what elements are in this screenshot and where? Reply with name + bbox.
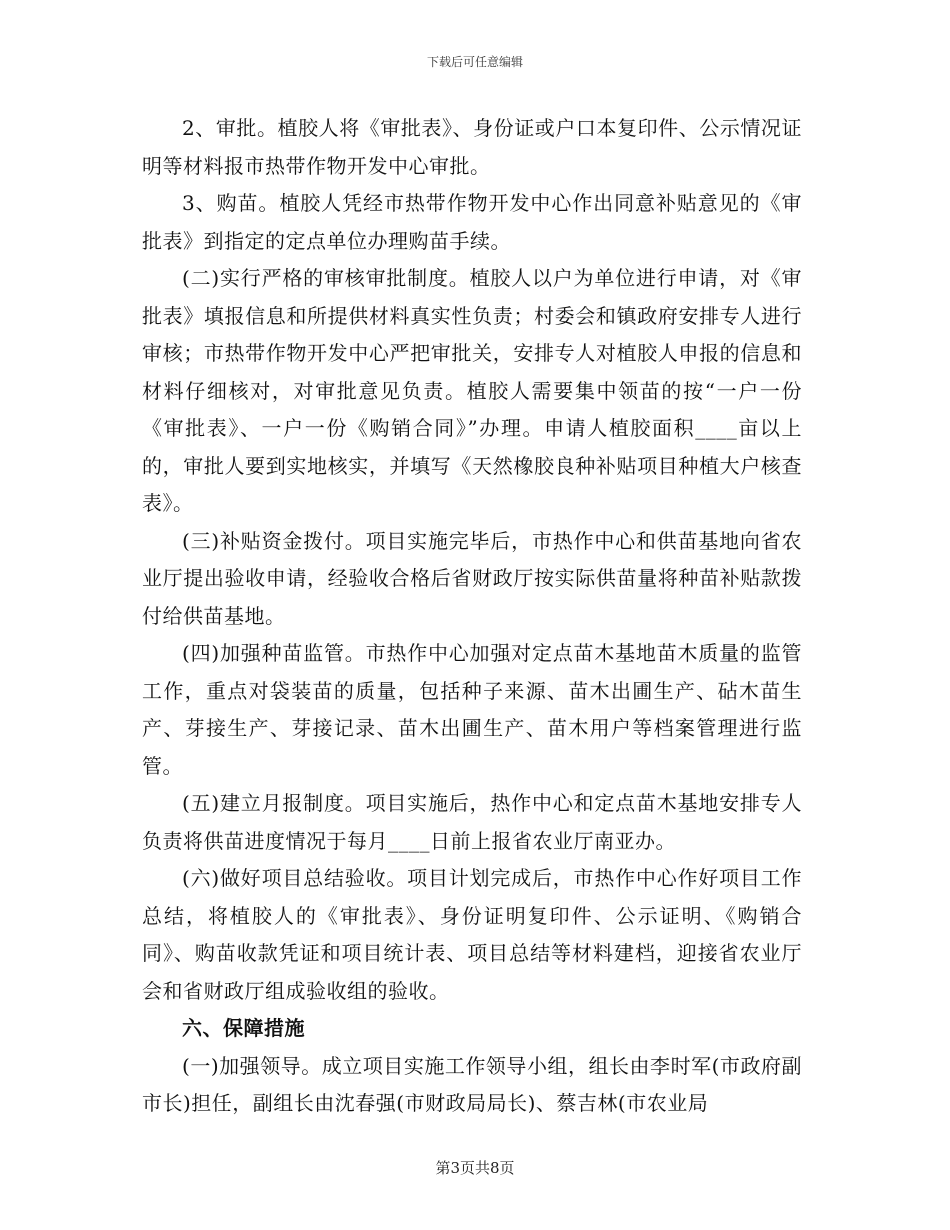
paragraph: (三)补贴资金拨付。项目实施完毕后，市热作中心和供苗基地向省农业厅提出验收申请，经验收合格后省财政厅按实际供苗量将种苗补贴款拨付给供苗基地。 <box>142 528 802 628</box>
paragraph: (四)加强种苗监管。市热作中心加强对定点苗木基地苗木质量的监管工作，重点对袋装苗的质量，包括种子来源、苗木出圃生产、砧木苗生产、芽接生产、芽接记录、苗木出圃生产、苗木用户等档案管理进行监管。 <box>142 641 802 778</box>
document-body <box>142 110 802 1123</box>
page-header: 下载后可任意编辑 <box>426 55 523 69</box>
paragraph: (二)实行严格的审核审批制度。植胶人以户为单位进行申请，对《审批表》填报信息和所提供材料真实性负责；村委会和镇政府安排专人进行审核；市热带作物开发中心严把审批关，安排专人对植胶人申报的信息和材料仔细核对，对审批意见负责。植胶人需要集中领苗的按“一户一份《审批表》、一户一份《购销合同》”办理。申请人植胶面积____亩以上的，审批人要到实地核实，并填写《天然橡胶良种补贴项目种植大户核查表》。 <box>142 266 802 515</box>
paragraph: (六)做好项目总结验收。项目计划完成后，市热作中心作好项目工作总结，将植胶人的《审批表》、身份证明复印件、公示证明、《购销合同》、购苗收款凭证和项目统计表、项目总结等材料建档，迎接省农业厅会和省财政厅组成验收组的验收。 <box>142 866 802 1003</box>
paragraph: (一)加强领导。成立项目实施工作领导小组，组长由李时军(市政府副市长)担任，副组长由沈春强(市财政局局长)、蔡吉林(市农业局 <box>142 1053 802 1115</box>
paragraph: 2、审批。植胶人将《审批表》、身份证或户口本复印件、公示情况证明等材料报市热带作物开发中心审批。 <box>142 116 802 178</box>
page-number: 第3页共8页 <box>435 1159 515 1177</box>
section-heading: 六、保障措施 <box>182 1016 305 1040</box>
paragraph: (五)建立月报制度。项目实施后，热作中心和定点苗木基地安排专人负责将供苗进度情况于每月____日前上报省农业厅南亚办。 <box>142 791 802 853</box>
paragraph: 3、购苗。植胶人凭经市热带作物开发中心作出同意补贴意见的《审批表》到指定的定点单位办理购苗手续。 <box>142 191 802 253</box>
